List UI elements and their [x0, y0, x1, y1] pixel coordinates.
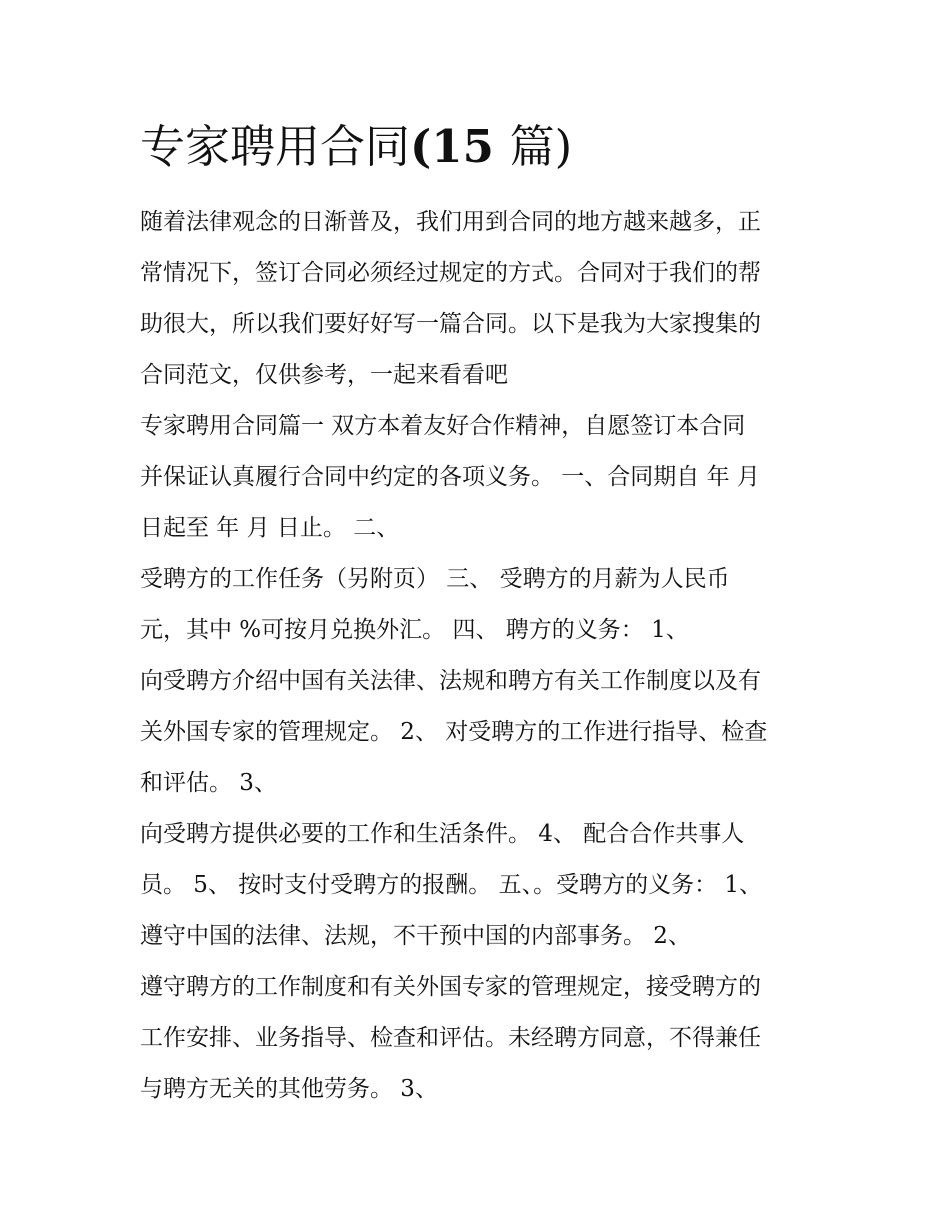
body-line: 专家聘用合同篇一 双方本着友好合作精神，自愿签订本合同	[140, 413, 746, 439]
body-line: 遵守中国的法律、法规，不干预中国的内部事务。 2、	[140, 923, 691, 949]
body-line: 受聘方的工作任务（另附页） 三、 受聘方的月薪为人民币	[140, 566, 730, 592]
body-line: 常情况下，签订合同必须经过规定的方式。合同对于我们的帮	[140, 260, 761, 286]
body-line: 随着法律观念的日渐普及，我们用到合同的地方越来越多，正	[140, 209, 761, 235]
body-line: 日起至 年 月 日止。 二、	[140, 515, 400, 541]
body-line: 遵守聘方的工作制度和有关外国专家的管理规定，接受聘方的	[140, 974, 761, 1000]
body-line: 合同范文，仅供参考，一起来看看吧	[140, 362, 508, 388]
body-line: 并保证认真履行合同中约定的各项义务。 一、合同期自 年 月	[140, 464, 760, 490]
body-line: 关外国专家的管理规定。 2、 对受聘方的工作进行指导、检查	[140, 719, 768, 745]
body-line: 员。 5、 按时支付受聘方的报酬。 五、。受聘方的义务： 1、	[140, 872, 763, 898]
body-line: 与聘方无关的其他劳务。 3、	[140, 1076, 438, 1102]
body-line: 向受聘方介绍中国有关法律、法规和聘方有关工作制度以及有	[140, 668, 761, 694]
body-line: 助很大，所以我们要好好写一篇合同。以下是我为大家搜集的	[140, 311, 761, 337]
title-unit: 篇)	[509, 120, 573, 173]
document-body	[140, 197, 820, 1115]
document-title	[140, 112, 572, 182]
body-line: 和评估。 3、	[140, 770, 277, 796]
body-line: 工作安排、业务指导、检查和评估。未经聘方同意，不得兼任	[140, 1025, 761, 1051]
body-line: 向受聘方提供必要的工作和生活条件。 4、 配合合作共事人	[140, 821, 745, 847]
title-main: 专家聘用合同	[140, 120, 411, 173]
title-count: (15	[410, 120, 510, 173]
body-line: 元，其中 %可按月兑换外汇。 四、 聘方的义务： 1、	[140, 617, 689, 643]
